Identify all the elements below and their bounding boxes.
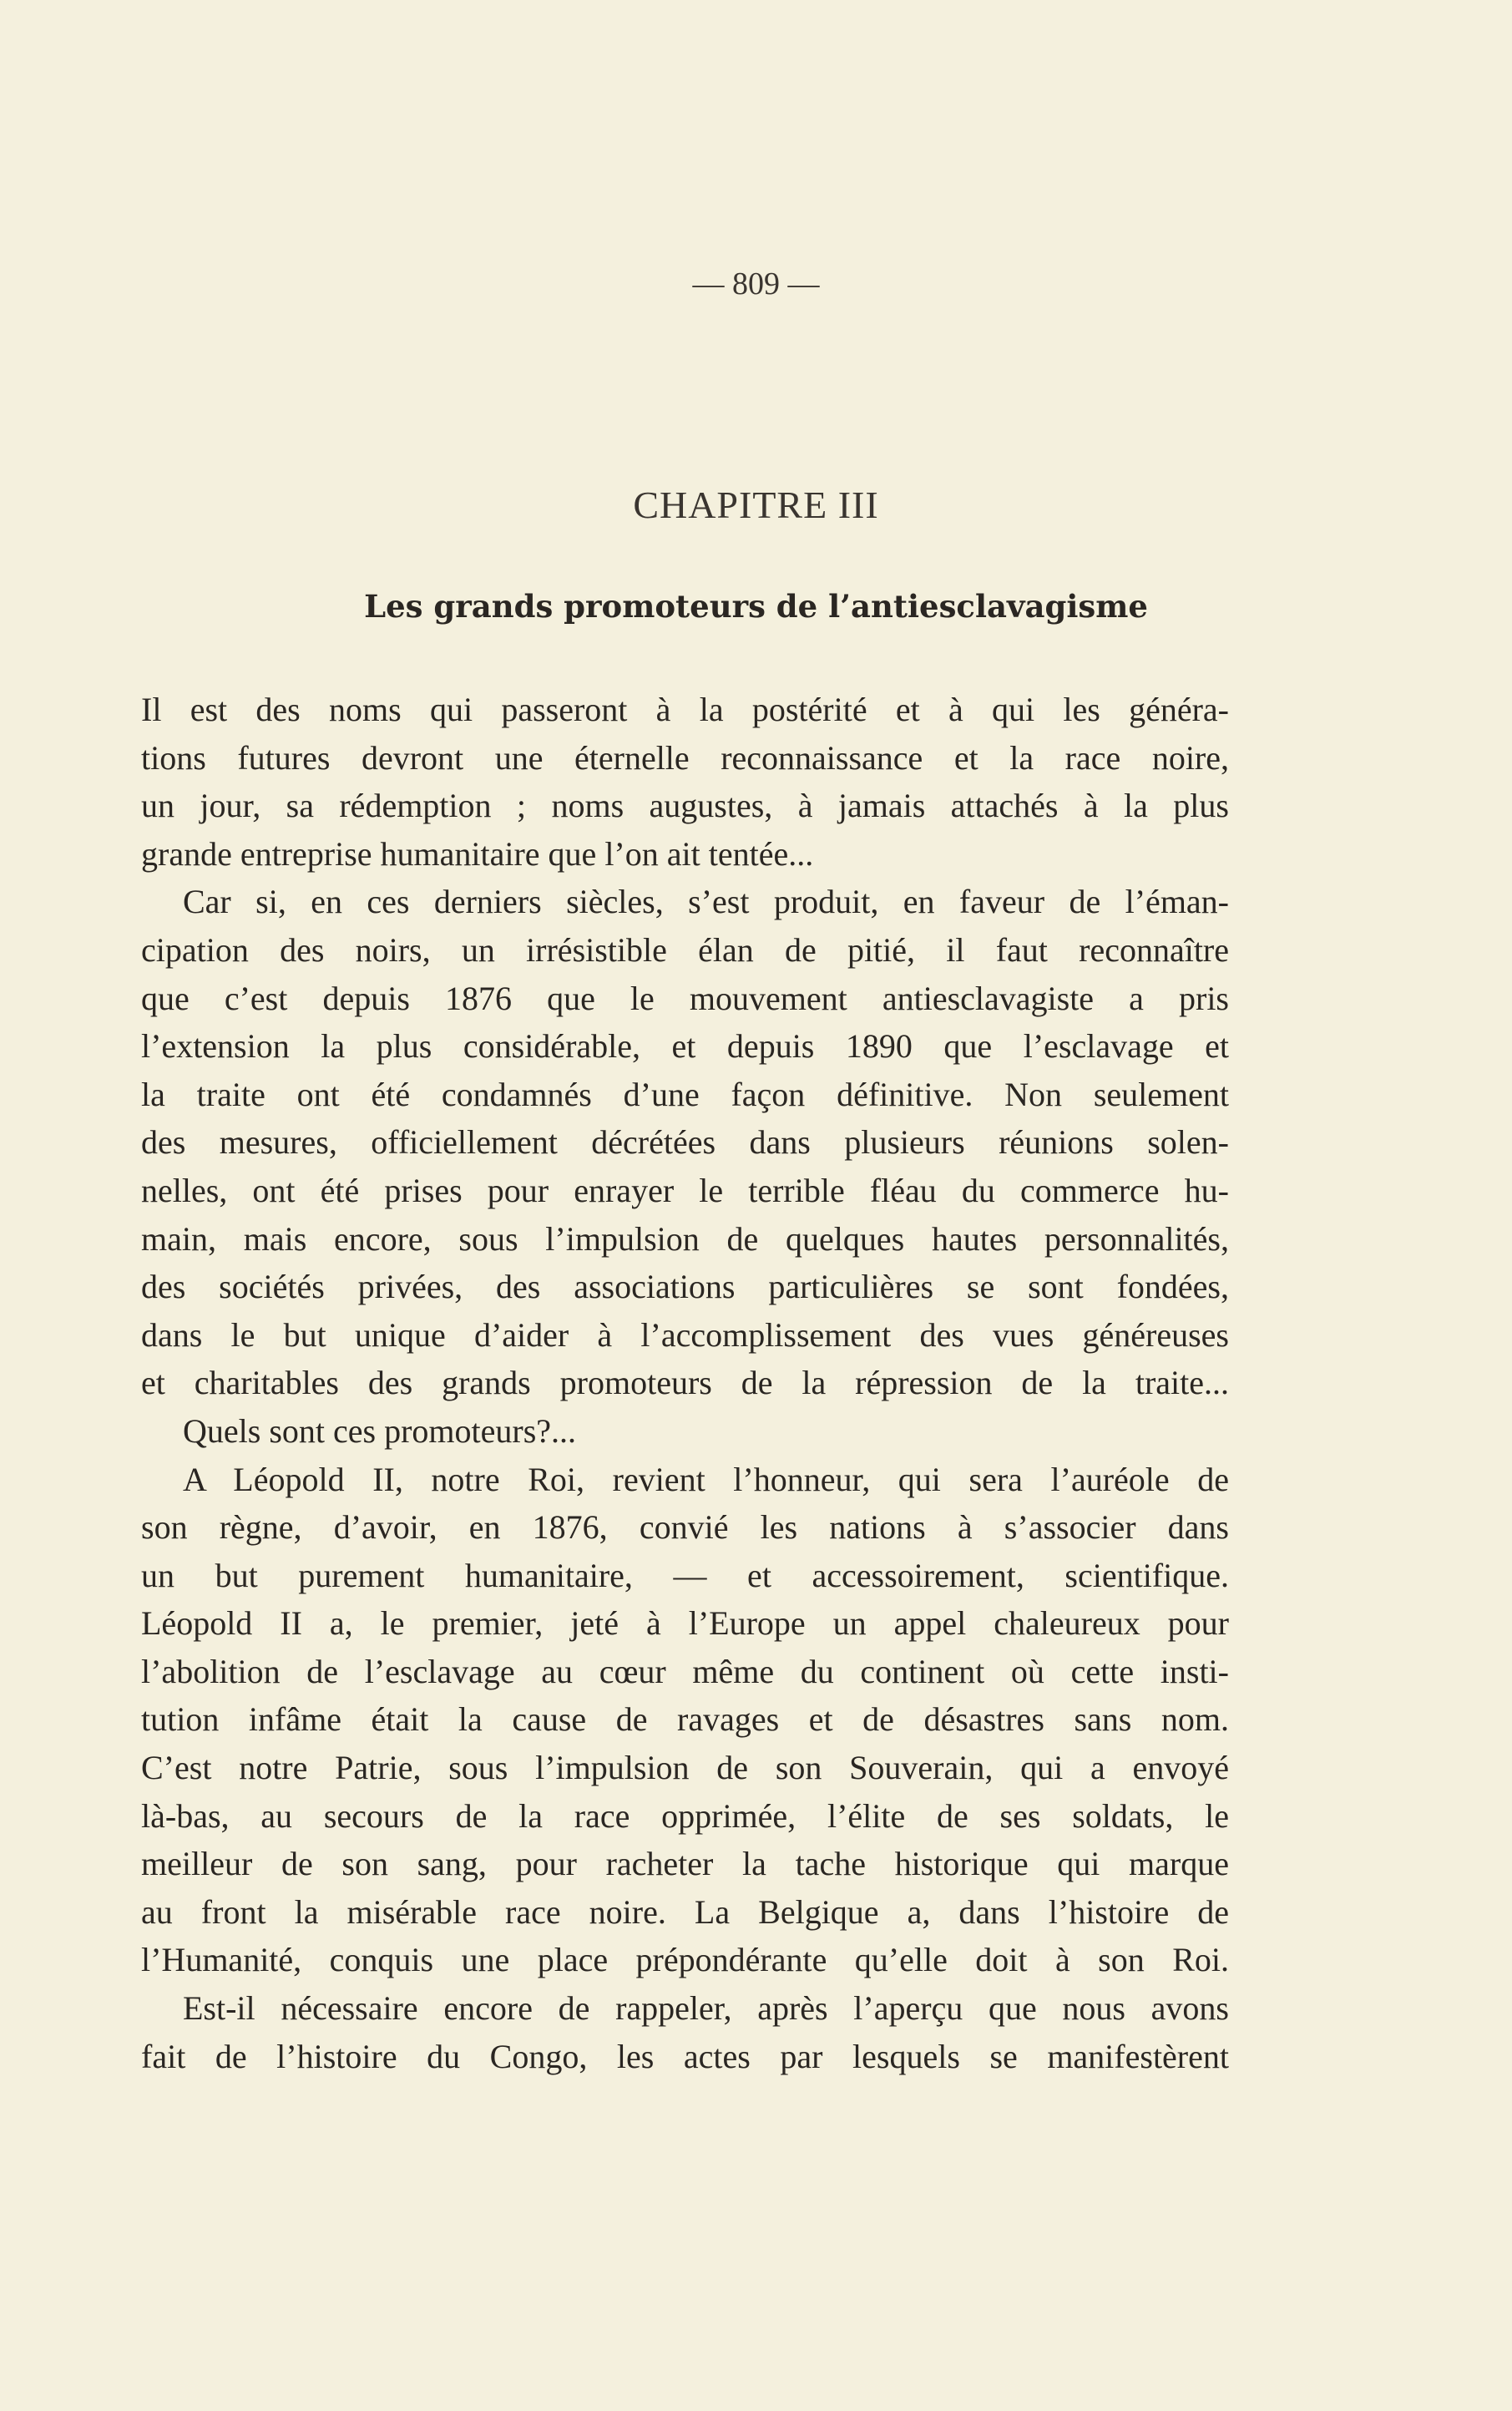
text-line: C’est notre Patrie, sous l’impulsion de son Souverain, qui a envoyé xyxy=(141,1749,1229,1787)
text-line: que c’est depuis 1876 que le mouvement antiesclavagiste a pris xyxy=(141,979,1229,1017)
text-line: grande entreprise humanitaire que l’on ait tentée... xyxy=(141,834,814,873)
text-line: son règne, d’avoir, en 1876, convié les nations à s’associer dans xyxy=(141,1508,1229,1547)
text-line: dans le but unique d’aider à l’accomplissement des vues généreuses xyxy=(141,1315,1229,1354)
text-line: la traite ont été condamnés d’une façon définitive. Non seulement xyxy=(141,1075,1229,1113)
text-line: un jour, sa rédemption ; noms augustes, à jamais attachés à la plus xyxy=(141,787,1229,825)
text-line: meilleur de son sang, pour racheter la tache historique qui marque xyxy=(141,1845,1229,1883)
text-line: au front la misérable race noire. La Belgique a, dans l’histoire de xyxy=(141,1892,1229,1931)
text-line: tions futures devront une éternelle reconnaissance et la race noire, xyxy=(141,738,1229,777)
text-line: fait de l’histoire du Congo, les actes par lesquels se manifestèrent xyxy=(141,2037,1229,2075)
text-line: A Léopold II, notre Roi, revient l’honneur, qui sera l’auréole de xyxy=(183,1460,1229,1498)
text-line: l’abolition de l’esclavage au cœur même du continent où cette insti- xyxy=(141,1652,1229,1690)
text-line: l’extension la plus considérable, et depuis 1890 que l’esclavage et xyxy=(141,1027,1229,1066)
text-line: Car si, en ces derniers siècles, s’est produit, en faveur de l’éman- xyxy=(183,883,1229,921)
text-line: Est-il nécessaire encore de rappeler, après l’aperçu que nous avons xyxy=(183,1989,1229,2028)
text-line: nelles, ont été prises pour enrayer le terrible fléau du commerce hu- xyxy=(141,1171,1229,1209)
text-line: là-bas, au secours de la race opprimée, l’élite de ses soldats, le xyxy=(141,1796,1229,1835)
section-heading: Les grands promoteurs de l’antiesclavagisme xyxy=(364,588,1148,625)
text-line: un but purement humanitaire, — et accessoirement, scientifique. xyxy=(141,1556,1229,1594)
text-line: et charitables des grands promoteurs de la répression de la traite... xyxy=(141,1364,1229,1402)
text-line: main, mais encore, sous l’impulsion de quelques hautes personnalités, xyxy=(141,1219,1229,1258)
text-line: des mesures, officiellement décrétées dans plusieurs réunions solen- xyxy=(141,1123,1229,1162)
page-number: — 809 — xyxy=(692,266,820,301)
text-line: des sociétés privées, des associations particulières se sont fondées, xyxy=(141,1268,1229,1306)
text-line: Léopold II a, le premier, jeté à l’Europe un appel chaleureux pour xyxy=(141,1604,1229,1643)
text-line: tution infâme était la cause de ravages et de désastres sans nom. xyxy=(141,1700,1229,1739)
body-text xyxy=(141,686,1229,2080)
text-line: cipation des noirs, un irrésistible élan de pitié, il faut reconnaître xyxy=(141,930,1229,969)
text-line: Quels sont ces promoteurs?... xyxy=(183,1411,577,1450)
chapter-title: CHAPITRE III xyxy=(633,484,879,526)
text-line: Il est des noms qui passeront à la postérité et à qui les généra- xyxy=(141,691,1229,728)
text-line: l’Humanité, conquis une place prépondérante qu’elle doit à son Roi. xyxy=(141,1941,1229,1979)
